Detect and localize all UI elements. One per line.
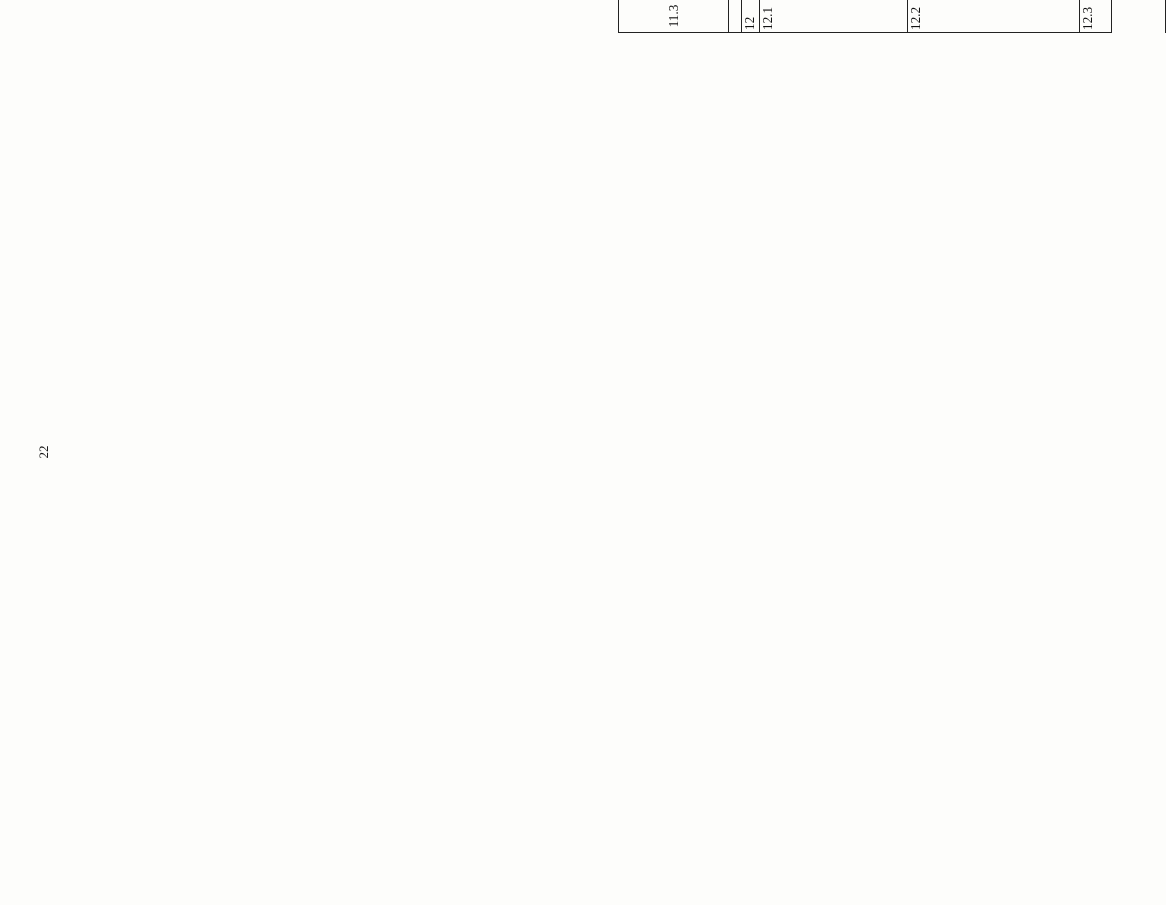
row-number: 11.3 bbox=[619, 0, 729, 33]
table-row bbox=[619, 0, 729, 33]
blank-row bbox=[728, 0, 741, 33]
page-number: 22 bbox=[36, 445, 51, 459]
table-row bbox=[1079, 0, 1111, 33]
table-row bbox=[759, 0, 907, 33]
row-number: 12.1 bbox=[759, 0, 907, 33]
section-row bbox=[741, 0, 759, 33]
measures-table bbox=[618, 0, 1112, 33]
row-number: 12.2 bbox=[907, 0, 1079, 33]
section-number: 12 bbox=[741, 0, 759, 33]
row-number: 12.3 bbox=[1079, 0, 1111, 33]
measures-table-wrapper bbox=[618, 0, 1166, 33]
table-row bbox=[907, 0, 1079, 33]
